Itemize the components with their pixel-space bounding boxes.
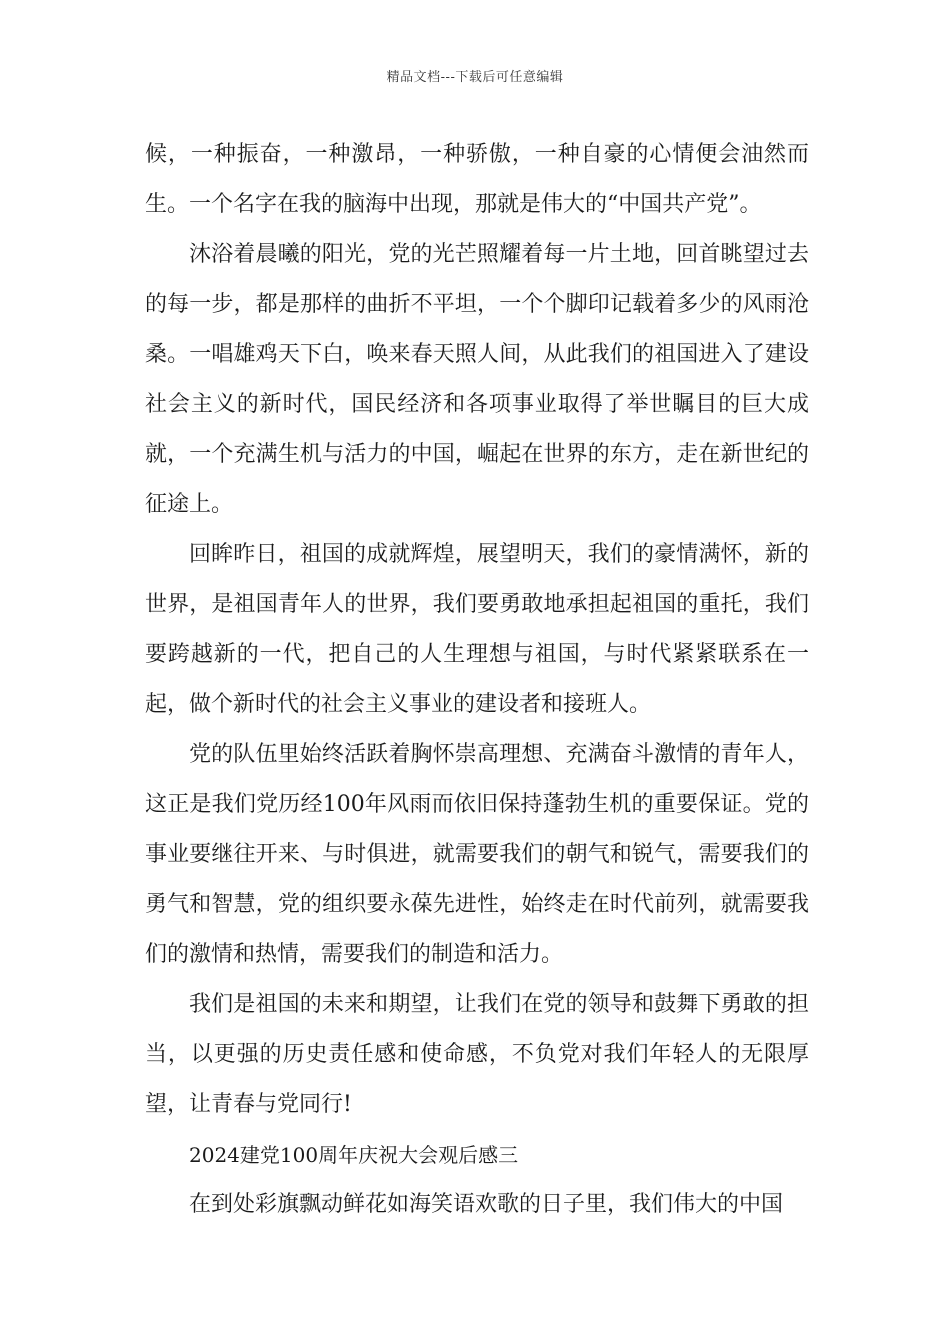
section-title: 2024建党100周年庆祝大会观后感三 (189, 1143, 519, 1167)
paragraph: 党的队伍里始终活跃着胸怀崇高理想、充满奋斗激情的青年人，这正是我们党历经100年风雨而依旧保持蓬勃生机的重要保证。党的事业要继往开来、与时俱进，就需要我们的朝气和锐气，需要我们的勇气和智慧，党的组织要永葆先进性，始终走在时代前列，就需要我们的激情和热情，需要我们的制造和活力。 (145, 742, 809, 967)
paragraph: 在到处彩旗飘动鲜花如海笑语欢歌的日子里，我们伟大的中国 (189, 1192, 784, 1217)
paragraph: 回眸昨日，祖国的成就辉煌，展望明天，我们的豪情满怀，新的世界，是祖国青年人的世界，我们要勇敢地承担起祖国的重托，我们要跨越新的一代，把自己的人生理想与祖国，与时代紧紧联系在一起，做个新时代的社会主义事业的建设者和接班人。 (145, 542, 809, 717)
document-body (145, 130, 809, 1230)
paragraph: 候，一种振奋，一种激昂，一种骄傲，一种自豪的心情便会油然而生。一个名字在我的脑海中出现，那就是伟大的“中国共产党”。 (145, 142, 809, 217)
page-header: 精品文档---下载后可任意编辑 (386, 70, 564, 85)
paragraph: 沐浴着晨曦的阳光，党的光芒照耀着每一片土地，回首眺望过去的每一步，都是那样的曲折不平坦，一个个脚印记载着多少的风雨沧桑。一唱雄鸡天下白，唤来春天照人间，从此我们的祖国进入了建设社会主义的新时代，国民经济和各项事业取得了举世瞩目的巨大成就，一个充满生机与活力的中国，崛起在世界的东方，走在新世纪的征途上。 (145, 242, 809, 517)
paragraph: 我们是祖国的未来和期望，让我们在党的领导和鼓舞下勇敢的担当，以更强的历史责任感和使命感，不负党对我们年轻人的无限厚望，让青春与党同行! (145, 992, 809, 1117)
